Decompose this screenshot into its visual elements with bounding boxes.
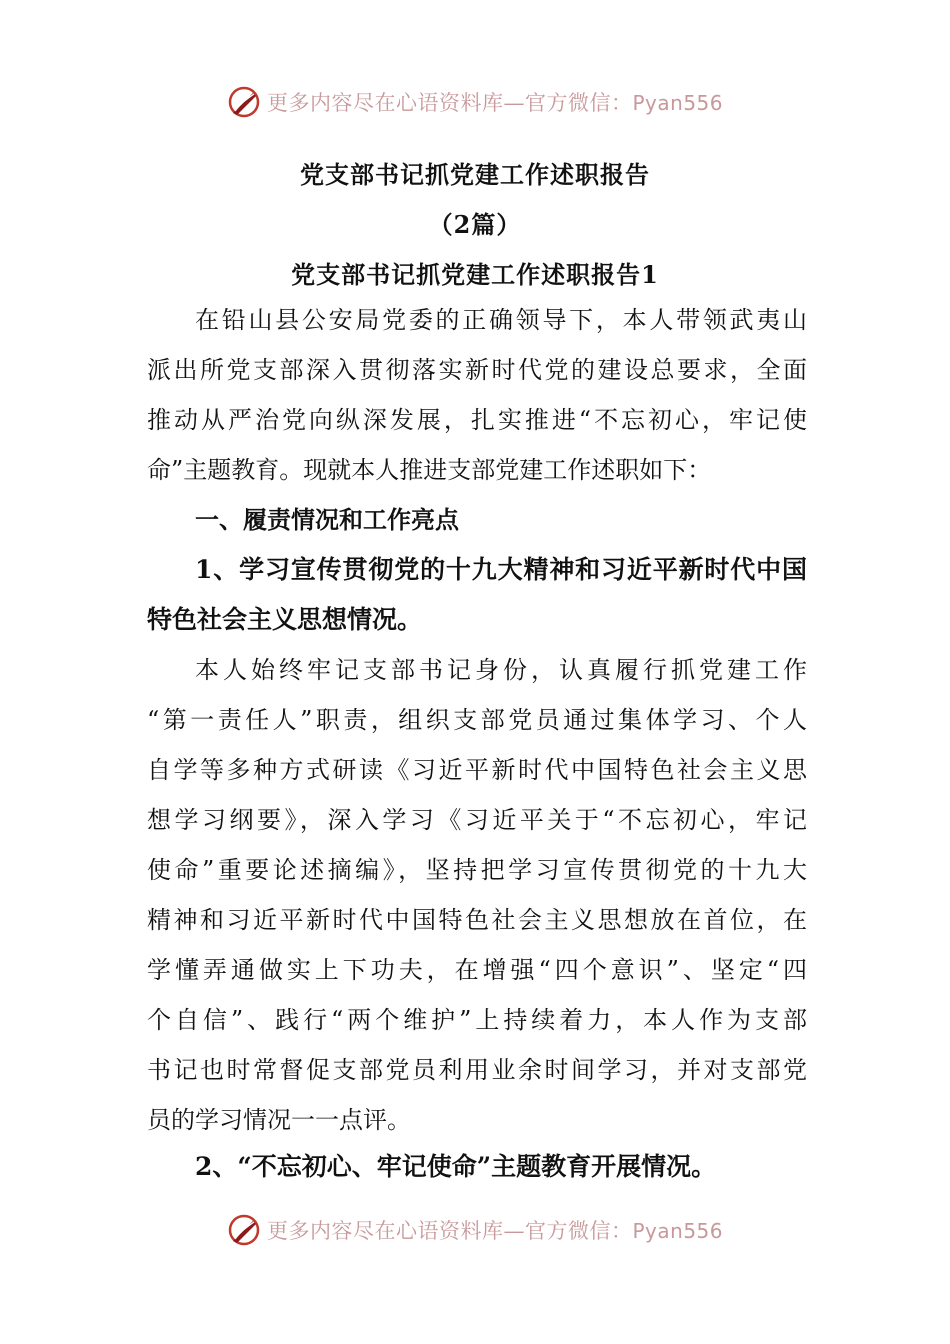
- watermark-text: 更多内容尽在心语资料库—官方微信：: [266, 91, 633, 115]
- item1-line: 本人始终牢记支部书记身份，认真履行抓党建工作: [195, 656, 807, 684]
- item1-heading-line: 1、学习宣传贯彻党的十九大精神和习近平新时代中国: [195, 555, 807, 584]
- item2-heading: 2、“不忘初心、牢记使命”主题教育开展情况。: [195, 1152, 717, 1181]
- item1-line: 使命”重要论述摘编》，坚持把学习宣传贯彻党的十九大: [147, 856, 807, 884]
- intro-line: 推动从严治党向纵深发展，扎实推进“不忘初心，牢记使: [147, 406, 807, 434]
- item1-line: 自学等多种方式研读《习近平新时代中国特色社会主义思: [147, 756, 807, 784]
- section-heading: 一、履责情况和工作亮点: [195, 505, 459, 534]
- watermark-top: [0, 82, 950, 122]
- intro-paragraph: [147, 295, 807, 495]
- watermark-bottom: [0, 1210, 950, 1250]
- item1-heading-line: 特色社会主义思想情况。: [147, 605, 423, 634]
- intro-line: 派出所党支部深入贯彻落实新时代党的建设总要求，全面: [147, 356, 807, 384]
- item1-paragraph: [147, 645, 807, 1145]
- document-count: （2篇）: [428, 210, 522, 239]
- quill-logo-icon: [227, 1213, 261, 1247]
- intro-line: 命”主题教育。现就本人推进支部党建工作述职如下：: [147, 456, 712, 484]
- quill-logo-icon: [227, 85, 261, 119]
- item1-line: 书记也时常督促支部党员利用业余时间学习，并对支部党: [147, 1056, 807, 1084]
- item1-line: 学懂弄通做实上下功夫，在增强“四个意识”、坚定“四: [147, 956, 807, 984]
- item1-line: 精神和习近平新时代中国特色社会主义思想放在首位，在: [147, 906, 807, 934]
- item1-heading: [147, 545, 807, 645]
- item1-line: “第一责任人”职责，组织支部党员通过集体学习、个人: [147, 706, 807, 734]
- item1-line: 想学习纲要》，深入学习《习近平关于“不忘初心，牢记: [147, 806, 807, 834]
- report-subtitle: 党支部书记抓党建工作述职报告1: [291, 260, 659, 289]
- item1-line: 个自信”、践行“两个维护”上持续着力，本人作为支部: [147, 1006, 807, 1034]
- watermark-id: Pyan556: [632, 91, 723, 115]
- intro-line: 在铅山县公安局党委的正确领导下，本人带领武夷山: [195, 306, 807, 334]
- item1-line: 员的学习情况一一点评。: [147, 1106, 411, 1134]
- watermark-id: Pyan556: [632, 1219, 723, 1243]
- document-title: 党支部书记抓党建工作述职报告: [300, 160, 650, 189]
- watermark-text: 更多内容尽在心语资料库—官方微信：: [266, 1219, 633, 1243]
